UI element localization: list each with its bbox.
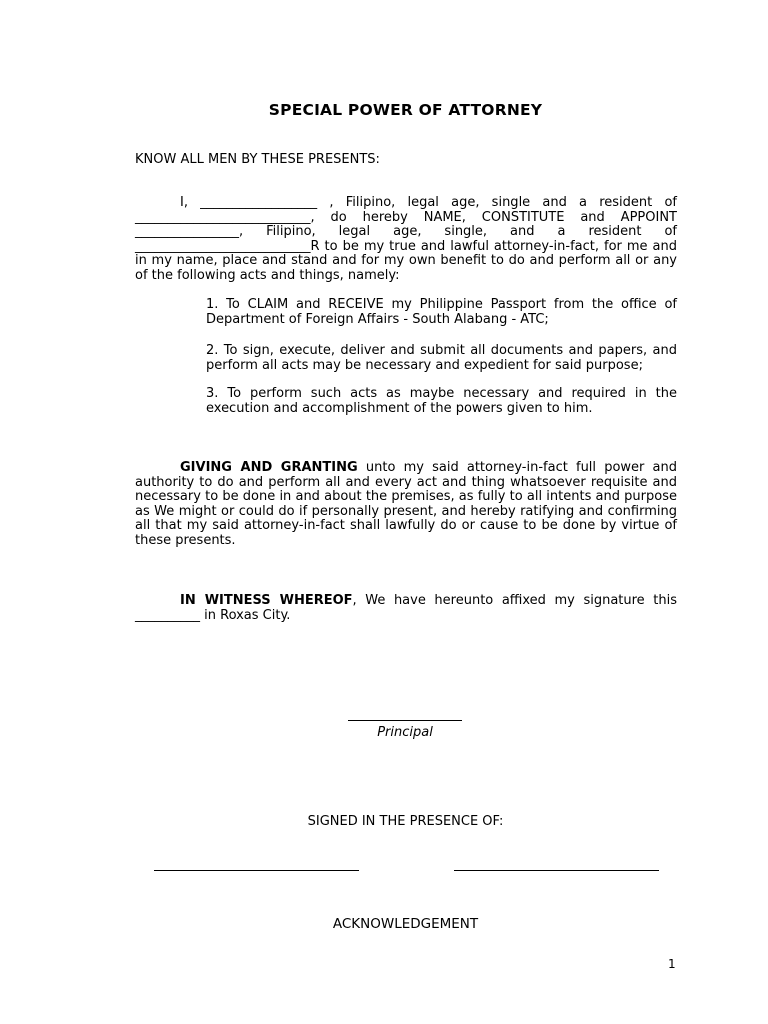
witness-signature-line-1 <box>154 858 359 871</box>
principal-label: Principal <box>377 725 433 740</box>
page-number: 1 <box>668 957 676 971</box>
presence-label: SIGNED IN THE PRESENCE OF: <box>307 814 504 829</box>
witness-text: , We have hereunto affixed my signature this __________ in Roxas City. <box>135 593 677 623</box>
giving-text: unto my said attorney-in-fact full power and authority to do and perform all and every act and thing whatsoever requisite and necessary to be done in and about the premises, as fully to all intents and purpose as We might or could do if personally present, and hereby ratifying and confirming all that my said attorney-in-fact shall lawfully do or cause to be done by virtue of these presents. <box>135 460 678 548</box>
document-title: SPECIAL POWER OF ATTORNEY <box>268 101 543 119</box>
giving-paragraph <box>135 461 677 549</box>
intro-text: I, __________________ , Filipino, legal age, single and a resident of ___________________________, do hereby NAME, CONSTITUTE and APPOINT ________________, Filipino, legal age, single, and a resident of ___________________________R to be my true and lawful attorney-in-fact, for me and in my name, place and stand and for my own benefit to do and perform all or any of the following acts and things, namely: <box>135 195 677 283</box>
list-item-claim: 1. To CLAIM and RECEIVE my Philippine Passport from the office of Department of Foreign Affairs - South Alabang - ATC; <box>206 297 677 327</box>
giving-lead: GIVING AND GRANTING <box>180 460 358 475</box>
principal-signature-line <box>348 708 462 721</box>
intro-paragraph <box>135 196 677 284</box>
salutation: KNOW ALL MEN BY THESE PRESENTS: <box>135 152 380 167</box>
witness-paragraph <box>135 594 677 623</box>
acknowledgement-heading: ACKNOWLEDGEMENT <box>332 916 479 932</box>
list-item-perform: 3. To perform such acts as maybe necessary and required in the execution and accomplishment of the powers given to him. <box>206 386 677 416</box>
witness-signature-line-2 <box>454 858 659 871</box>
list-item-sign: 2. To sign, execute, deliver and submit all documents and papers, and perform all acts may be necessary and expedient for said purpose; <box>206 343 677 373</box>
witness-lead: IN WITNESS WHEREOF <box>180 593 353 608</box>
